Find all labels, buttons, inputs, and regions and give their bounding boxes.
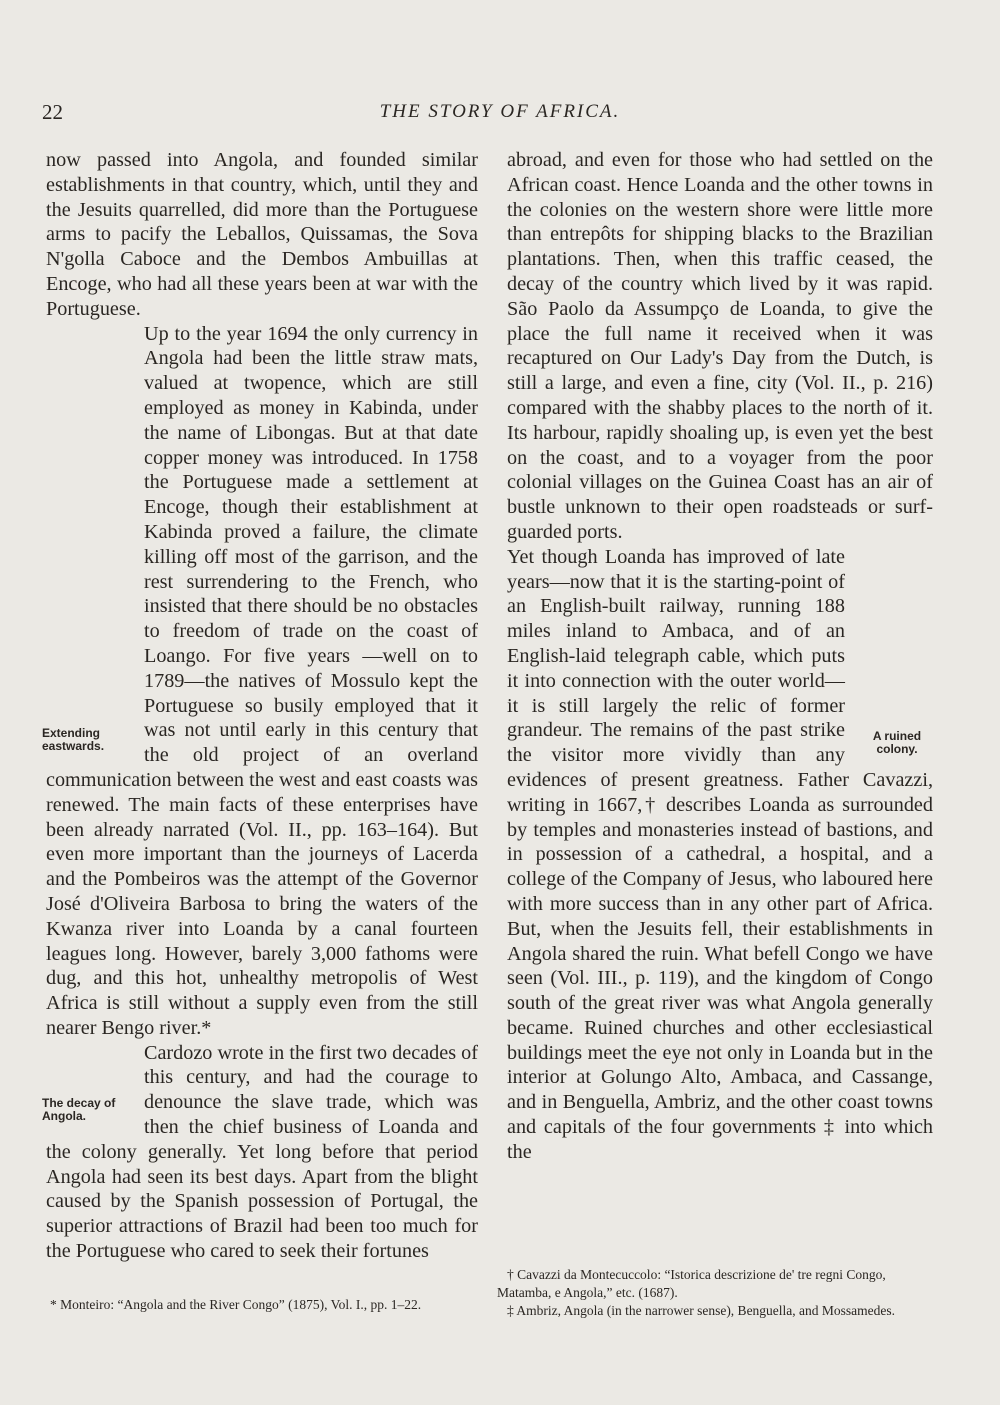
sidenote-extending-eastwards: Extending eastwards. [42, 725, 105, 753]
paragraph: Cardozo wrote in the first two decades of this century, and had the courage to denounce the slave trade, which was then the chief business of Loanda and the colony generally. Yet long before that period Angola had seen its best days. Apart from the blight caused by the Spanish possession of Portugal, the superior attractions of Brazil had been too much for the Portuguese who cared to seek their fortunes [46, 1041, 478, 1263]
paragraph: Yet though Loanda has improved of late years—now that it is the starting-point of an English-built railway, running 188 miles inland to Ambaca, and of an English-laid telegraph cable, which puts it into connection with the outer world—it is still largely the relic of former grandeur. The remains of the past strike the visitor more vividly than any evidences of present greatness. Father Cavazzi, writing in 1667,† describes Loanda as surrounded by temples and monasteries instead of bastions, and in possession of a cathedral, a hospital, and a college of the Company of Jesus, who laboured here with more success than in any other part of Africa. But, when the Jesuits fell, their establishments in Angola shared the ruin. What befell Congo we have seen (Vol. III., p. 119), and the kingdom of Congo south of the great river was what Angola generally became. Ruined churches and other ecclesiastical buildings meet the eye not only in Loanda but in the interior at Golungo Alto, Ambaca, and Cassange, and in Benguella, Ambriz, and the other coast towns and capitals of the four governments ‡ into which the [507, 545, 933, 1163]
footnotes-right [497, 1266, 937, 1320]
footnote-cavazzi: † Cavazzi da Montecuccolo: “Istorica descrizione de' tre regni Congo, Matamba, e Angola,” etc. (1687). [497, 1267, 886, 1300]
running-title: THE STORY OF AFRICA. [379, 101, 621, 122]
footnote-governments: ‡ Ambriz, Angola (in the narrower sense), Benguella, and Mossamedes. [507, 1303, 896, 1318]
sidenote-ruined-colony: A ruined colony. [872, 728, 922, 756]
paragraph: now passed into Angola, and founded similar establishments in that country, which, until they and the Jesuits quarrelled, did more than the Portuguese arms to pacify the Leballos, Quissamas, the Sova N'golla Caboce and the Dembos Ambuillas at Encoge, who had all these years been at war with the Portuguese. [46, 149, 478, 320]
footnote-monteiro: * Monteiro: “Angola and the River Congo” (1875), Vol. I., pp. 1–22. [50, 1297, 422, 1312]
page-number: 22 [42, 100, 63, 124]
paragraph: abroad, and even for those who had settled on the African coast. Hence Loanda and the other towns in the colonies on the western shore were little more than entrepôts for shipping blacks to the Brazilian plantations. Then, when this traffic ceased, the decay of the country which lived by it was rapid. São Paolo da Assumpço de Loanda, to give the place the full name it received when it was recaptured on Our Lady's Day from the Dutch, is still a large, and even a fine, city (Vol. II., p. 216) compared with the shabby places to the north of it. Its harbour, rapidly shoaling up, is even yet the best on the coast, and to a voyager from the poor colonial villages on the Guinea Coast has an air of bustle unknown to their open roadsteads or surf-guarded ports. [507, 149, 933, 543]
right-column [507, 148, 933, 1165]
left-column [42, 148, 478, 1264]
sidenote-decay-of-angola: The decay of Angola. [42, 1095, 116, 1123]
paragraph: Up to the year 1694 the only currency in Angola had been the little straw mats, valued at twopence, which are still employed as money in Kabinda, under the name of Libongas. But at that date copper money was introduced. In 1758 the Portuguese made a settlement at Encoge, though their establishment at Kabinda proved a failure, the climate killing off most of the garrison, and the rest surrendering to the French, who insisted that there should be no obstacles to freedom of trade on the coast of Loango. For five years —well on to 1789—the natives of Mossulo kept the Portuguese so busily employed that it was not until early in this century that the old project of an overland communication between the west and east coasts was renewed. The main facts of these enterprises have been already narrated (Vol. II., pp. 163–164). But even more important than the journeys of Lacerda and the Pombeiros was the attempt of the Governor José d'Oliveira Barbosa to bring the waters of the Kwanza river into Loanda by a canal fourteen leagues long. However, barely 3,000 fathoms were dug, and this hot, unhealthy metropolis of West Africa is still without a supply even from the still nearer Bengo river.* [46, 322, 478, 1039]
